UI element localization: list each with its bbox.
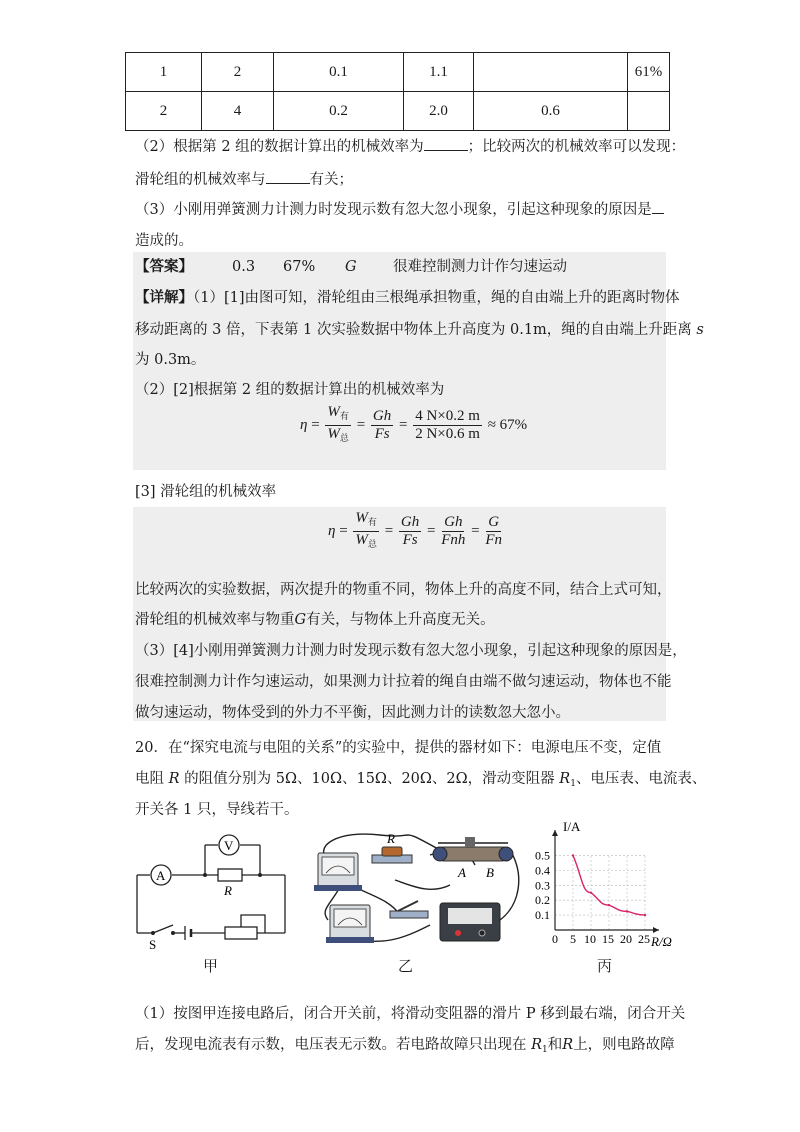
- figure-caption-bing: 丙: [597, 957, 613, 975]
- chart-x-tick-label: 25: [638, 932, 650, 946]
- detail-p5a: （3）[4]小刚用弹簧测力计测力时发现示数有忽大忽小现象，引起这种现象的原因是，: [135, 643, 687, 659]
- detail-p5c: 做匀速运动，物体受到的外力不平衡，因此测力计的读数忽大忽小。: [135, 705, 570, 721]
- fraction: $\frac{Gh}{\text{Fnh}}$: [441, 514, 466, 548]
- answer-row: [135, 257, 193, 277]
- q2-line1: （2）根据第 2 组的数据计算出的机械效率为 ；比较两次的机械效率可以发现：: [135, 139, 686, 155]
- power-supply-device: [440, 903, 500, 941]
- chart-x-tick-label: 10: [584, 932, 596, 946]
- chart-y-arrow: [552, 830, 558, 836]
- rheostat-terminal-a: A: [458, 865, 466, 880]
- answer-2: 67%: [283, 259, 316, 275]
- efficiency-formula-1: η = $\frac{W_有}{W_总}$ = $\frac{Gh}{Fs}$ = $\frac{4 N\times 0.2 m}{2 N\times 0.6 m}$ ≈ 67%: [300, 404, 527, 447]
- chart-x-tick-label: 15: [602, 932, 614, 946]
- fraction: $\frac{Gh}{Fs}$: [400, 514, 420, 548]
- chart-y-tick-label: 0.2: [535, 893, 550, 908]
- chart-point: [572, 854, 574, 856]
- answer-blank: [424, 137, 468, 151]
- detail-p5b: 很难控制测力计作匀速运动，如果测力计拉着的绳自由端不做匀速运动，物体也不能: [135, 674, 672, 690]
- q3-line2: 造成的。: [135, 233, 193, 249]
- answer-label: 【答案】: [135, 258, 193, 275]
- fraction: $\frac{W_有}{W_总}$: [355, 510, 377, 549]
- table-cell: 2: [202, 53, 274, 92]
- table-cell: 2: [126, 92, 202, 131]
- table-cell: 0.1: [274, 53, 404, 92]
- q20-1-line1: （1）按图甲连接电路后，闭合开关前，将滑动变阻器的滑片 P 移到最右端，闭合开关: [135, 1006, 686, 1022]
- answer-1: 0.3: [232, 259, 256, 275]
- detail-p1c: 为 0.3m。: [135, 352, 206, 368]
- table-cell: [474, 53, 628, 92]
- table-cell: 61%: [628, 53, 670, 92]
- data-table: [125, 52, 670, 131]
- table-cell: 1.1: [404, 53, 474, 92]
- fraction: $\frac{W_有}{W_总}$: [327, 404, 349, 443]
- detail-p4b: 滑轮组的机械效率与物重G有关，与物体上升高度无关。: [135, 612, 495, 628]
- chart-point: [626, 910, 628, 912]
- chart-point: [644, 914, 646, 916]
- q20-line3: 开关各 1 只，导线若干。: [135, 802, 299, 818]
- table-row: [126, 92, 670, 131]
- table-cell: 0.6: [474, 92, 628, 131]
- circuit-diagram: [125, 825, 290, 950]
- chart-x-arrow: [653, 927, 659, 933]
- chart-y-tick-label: 0.4: [535, 863, 550, 878]
- table-cell: 2.0: [404, 92, 474, 131]
- table-cell: 4: [202, 92, 274, 131]
- q3-line1: （3）小刚用弹簧测力计测力时发现示数有忽大忽小现象，引起这种现象的原因是: [135, 200, 664, 220]
- answer-3: G: [345, 259, 357, 275]
- q20-line1: 20．在“探究电流与电阻的关系”的实验中，提供的器材如下：电源电压不变，定值: [135, 740, 662, 756]
- detail-p1a: 【详解】（1）[1]由图可知，滑轮组由三根绳承担物重，绳的自由端上升的距离时物体: [135, 289, 680, 306]
- q20-line2: 电阻 R 的阻值分别为 5Ω、10Ω、15Ω、20Ω、2Ω，滑动变阻器 $R_1$、电压表、电流表、: [135, 771, 707, 789]
- q20-1-line2: 后，发现电流表有示数，电压表无示数。若电路故障只出现在 $R_1$和R上，则电路故障: [135, 1037, 675, 1055]
- ammeter-label: A: [156, 868, 166, 883]
- apparatus-illustration: [300, 825, 525, 950]
- resistor-label: R: [387, 831, 395, 846]
- chart-point: [590, 892, 592, 894]
- fraction: $\frac{G}{Fn}$: [485, 514, 503, 548]
- chart-x-tick-label: 5: [570, 932, 576, 946]
- figure-caption-jia: 甲: [203, 957, 219, 975]
- chart-axes: [552, 830, 659, 933]
- detail-p4a: 比较两次的实验数据，两次提升的物重不同，物体上升的高度不同，结合上式可知，: [135, 582, 672, 598]
- answer-blank: [652, 200, 664, 214]
- detail-p3: [3] 滑轮组的机械效率: [135, 484, 277, 500]
- voltmeter-device: [326, 905, 374, 943]
- fraction: $\frac{Gh}{Fs}$: [372, 408, 392, 442]
- fraction: $\frac{4 N\times 0.2 m}{2 N\times 0.6 m}$: [415, 408, 480, 442]
- table-row: [126, 53, 670, 92]
- resistor-label: R: [224, 883, 232, 898]
- q2-line2: 滑轮组的机械效率与 有关；: [135, 172, 353, 188]
- figure-caption-yi: 乙: [398, 957, 414, 975]
- table-cell: 1: [126, 53, 202, 92]
- chart-point: [608, 904, 610, 906]
- chart-x-tick-label: 20: [620, 932, 632, 946]
- switch-label: S: [149, 937, 157, 950]
- current-resistance-chart: [535, 815, 685, 955]
- voltmeter-label: V: [224, 838, 234, 853]
- detail-p1b: 移动距离的 3 倍，下表第 1 次实验数据中物体上升高度为 0.1m，绳的自由端上升距离 s: [135, 322, 704, 338]
- detail-p2: （2）[2]根据第 2 组的数据计算出的机械效率为: [135, 382, 445, 398]
- chart-y-axis-label: I/A: [563, 819, 581, 834]
- table-cell: 0.2: [274, 92, 404, 131]
- resistor-device: [372, 847, 412, 863]
- chart-ticks: [535, 848, 650, 946]
- answer-4: 很难控制测力计作匀速运动: [393, 259, 567, 275]
- chart-grid: [555, 855, 645, 930]
- rheostat-terminal-b: B: [486, 865, 494, 880]
- chart-y-tick-label: 0.5: [535, 848, 550, 863]
- chart-y-tick-label: 0.3: [535, 878, 550, 893]
- rheostat-device: [433, 837, 513, 861]
- efficiency-formula-2: η = $\frac{W_有}{W_总}$ = $\frac{Gh}{Fs}$ = $\frac{Gh}{\text{Fnh}}$ = $\frac{G}{Fn}$: [328, 510, 504, 553]
- chart-y-tick-label: 0.1: [535, 908, 550, 923]
- table-cell: [628, 92, 670, 131]
- ammeter-device: [314, 853, 362, 891]
- chart-x-tick-label: 0: [552, 932, 558, 946]
- chart-x-axis-label: R/Ω: [651, 934, 672, 949]
- answer-blank: [266, 170, 310, 184]
